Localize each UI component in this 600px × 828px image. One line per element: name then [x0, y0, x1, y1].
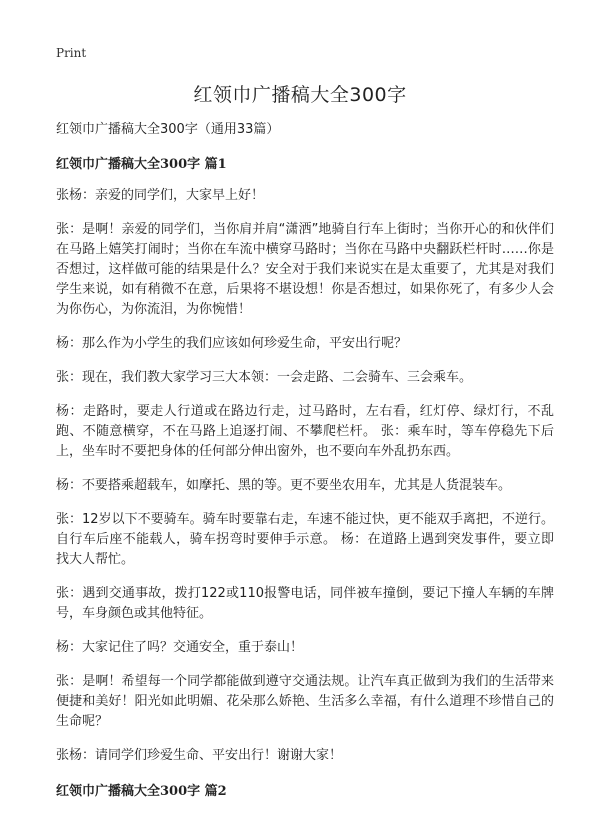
- paragraph: 张：是啊！希望每一个同学都能做到遵守交通法规。让汽车真正做到为我们的生活带来便捷和美好！阳光如此明媚、花朵那么娇艳、生活多么幸福，有什么道理不珍惜自己的生命呢？: [56, 674, 554, 729]
- paragraph: 张杨：亲爱的同学们，大家早上好！: [56, 188, 265, 203]
- print-link[interactable]: Print: [56, 46, 87, 60]
- page-title: 红领巾广播稿大全300字: [193, 84, 407, 106]
- paragraph: 张：是啊！亲爱的同学们，当你肩并肩“潇洒”地骑自行车上街时；当你开心的和伙伴们在马路上嬉笑打闹时；当你在车流中横穿马路时；当你在马路中央翻跃栏杆时……你是否想过，这样做可能的结果是什么？安全对于我们来说实在是太重要了，尤其是对我们学生来说，如有稍微不在意，后果将不堪设想！你是否想过，如果你死了，有多少人会为你伤心，为你流泪，为你惋惜！: [56, 222, 554, 317]
- section-heading-1: 红领巾广播稿大全300字 篇1: [56, 157, 227, 172]
- paragraph: 杨：大家记住了吗？交通安全，重于泰山！: [56, 640, 304, 655]
- paragraph: 杨：那么作为小学生的我们应该如何珍爱生命，平安出行呢？: [56, 336, 408, 351]
- article-body: [56, 118, 554, 813]
- section-heading-2: 红领巾广播稿大全300字 篇2: [56, 784, 227, 799]
- article-subtitle: 红领巾广播稿大全300字（通用33篇）: [56, 122, 280, 137]
- paragraph: 张：12岁以下不要骑车。骑车时要靠右走，车速不能过快，更不能双手离把，不逆行。自行车后座不能载人，骑车拐弯时要伸手示意。 杨：在道路上遇到突发事件，要立即找大人帮忙。: [56, 512, 554, 567]
- paragraph: 张：现在，我们教大家学习三大本领：一会走路、二会骑车、三会乘车。: [56, 370, 473, 385]
- paragraph: 张：遇到交通事故，拨打122或110报警电话，同伴被车撞倒，要记下撞人车辆的车牌号，车身颜色或其他特征。: [56, 586, 554, 621]
- paragraph: 杨：不要搭乘超载车，如摩托、黑的等。更不要坐农用车，尤其是人货混装车。: [56, 478, 512, 493]
- paragraph: 张杨：请同学们珍爱生命、平安出行！谢谢大家！: [56, 748, 343, 763]
- paragraph: 杨：走路时，要走人行道或在路边行走，过马路时，左右看，红灯停、绿灯行，不乱跑、不随意横穿，不在马路上追逐打闹、不攀爬栏杆。 张：乘车时，等车停稳先下后上，坐车时不要把身体的任何部分伸出窗外，也不要向车外乱扔东西。: [56, 404, 554, 459]
